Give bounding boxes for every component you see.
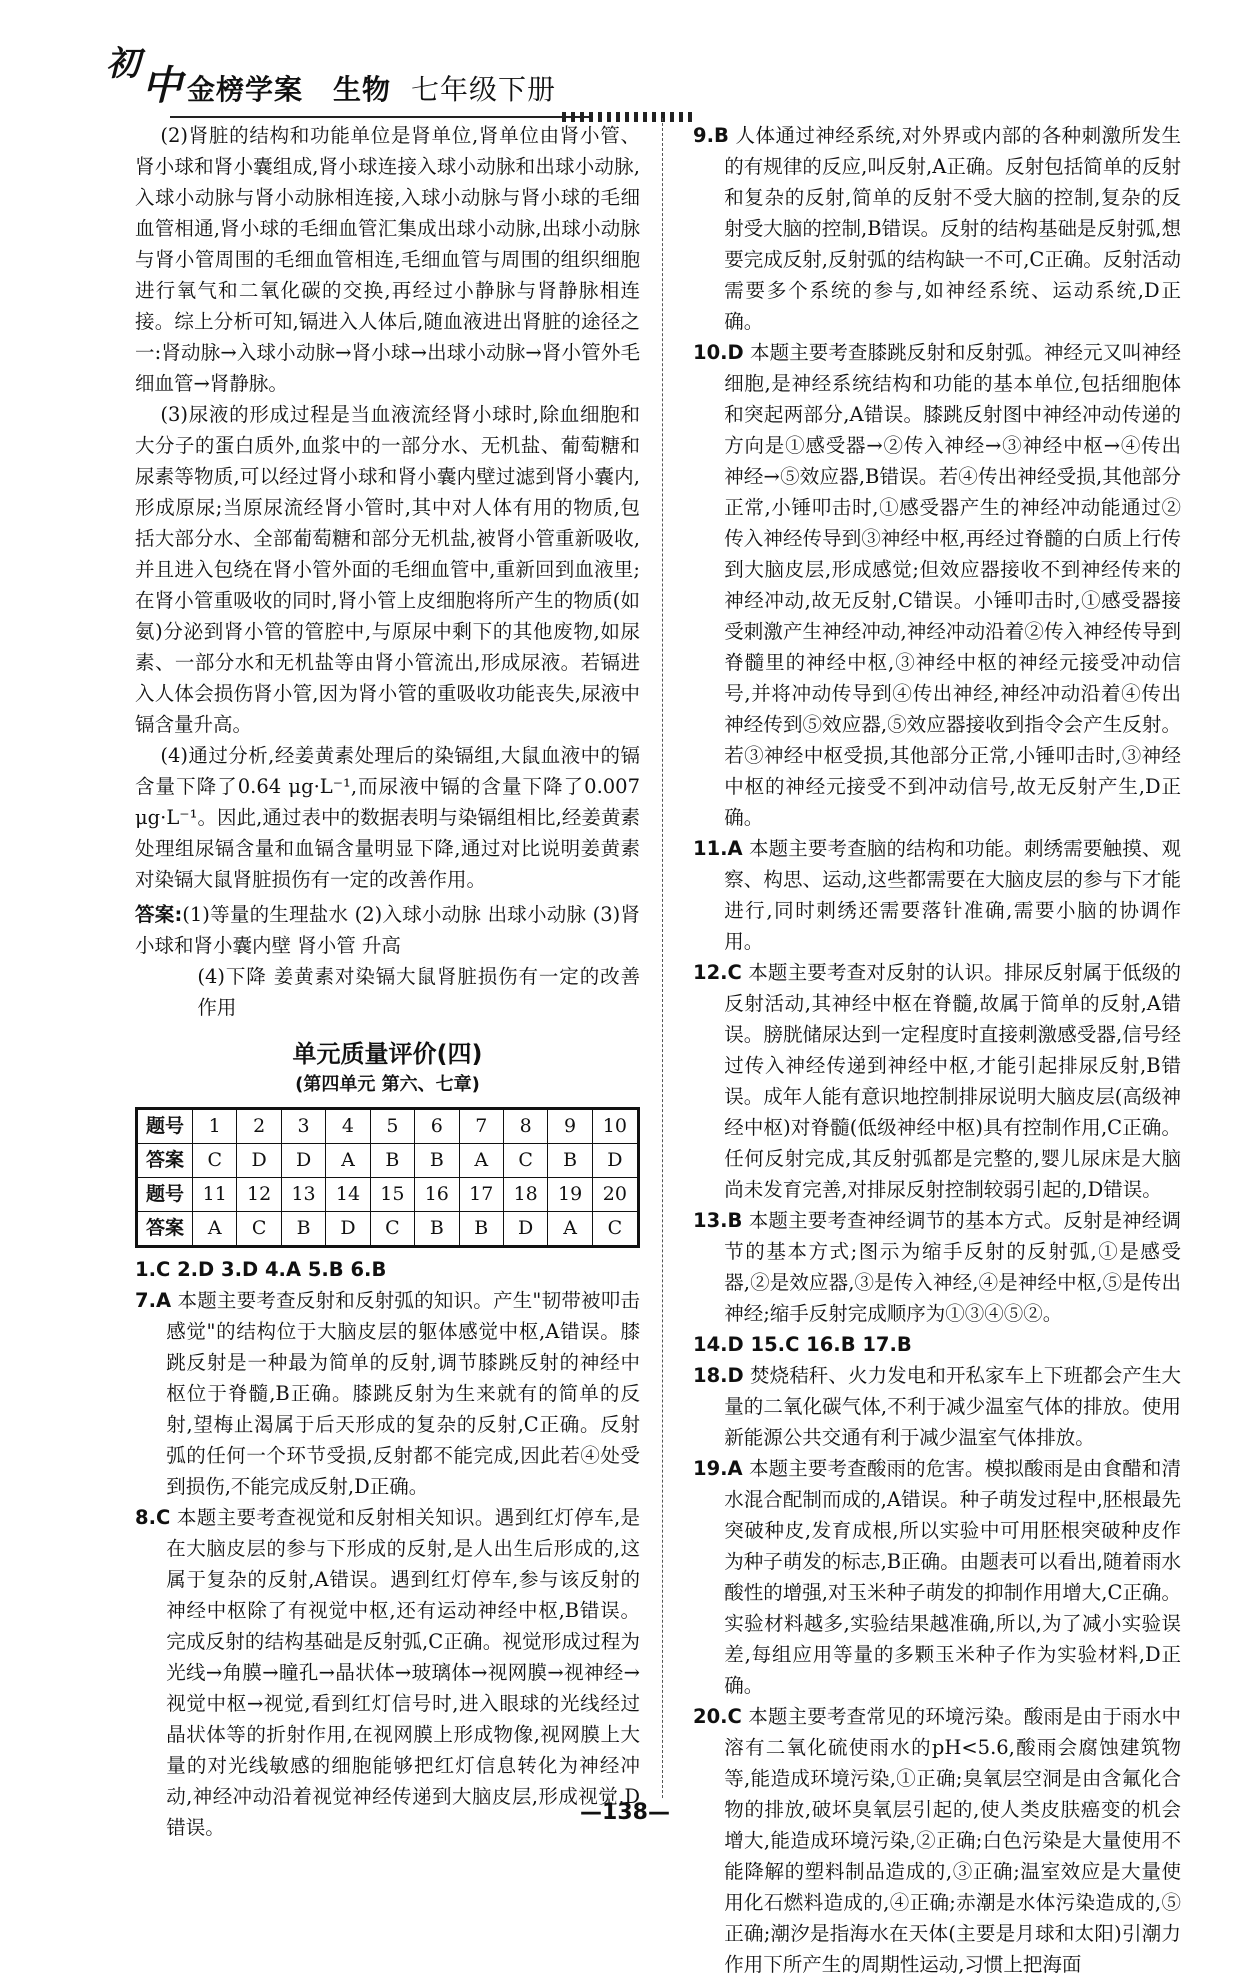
- table-cell: 4: [326, 1109, 370, 1144]
- table-cell: 3: [281, 1109, 325, 1144]
- answer-line-2: (4)下降 姜黄素对染镉大鼠肾脏损伤有一定的改善作用: [197, 965, 640, 1019]
- question-12: [693, 957, 1181, 1205]
- question-text: 本题主要考查视觉和反射相关知识。遇到红灯停车,是在大脑皮层的参与下形成的反射,是人出生后形成的,这属于复杂的反射,A错误。遇到红灯停车,参与该反射的神经中枢除了有视觉中枢,还有运动神经中枢,B错误。完成反射的结构基础是反射弧,C正确。视觉形成过程为光线→角膜→瞳孔→晶状体→玻璃体→视网膜→视神经→视觉中枢→视觉,看到红灯信号时,进入眼球的光线经过晶状体等的折射作用,在视网膜上形成物像,视网膜上大量的对光线敏感的细胞能够把红灯信息转化为神经冲动,神经冲动沿着视觉神经传递到大脑皮层,形成视觉,D错误。: [166, 1506, 641, 1839]
- section-subtitle: (第四单元 第六、七章): [295, 1074, 480, 1095]
- brand-zhong: 中: [142, 62, 182, 109]
- question-13: [693, 1205, 1181, 1329]
- table-cell: 9: [548, 1109, 592, 1144]
- question-text: 本题主要考查膝跳反射和反射弧。神经元又叫神经细胞,是神经系统结构和功能的基本单位,包括细胞体和突起两部分,A错误。膝跳反射图中神经冲动传递的方向是①感受器→②传入神经→③神经中枢→④传出神经→⑤效应器,B错误。若④传出神经受损,其他部分正常,小锤叩击时,①感受器产生的神经冲动能通过②传入神经传导到③神经中枢,再经过脊髓的白质上行传到大脑皮层,形成感觉;但效应器接收不到神经传来的神经冲动,故无反射,C错误。小锤叩击时,①感受器接受刺激产生神经冲动,神经冲动沿着②传入神经传导到脊髓里的神经中枢,③神经中枢的神经元接受冲动信号,并将冲动传导到④传出神经,神经冲动沿着④传出神经传到⑤效应器,⑤效应器接收到指令会产生反射。若③神经中枢受损,其他部分正常,小锤叩击时,③神经中枢的神经元接受不到冲动信号,故无反射产生,D正确。: [724, 341, 1181, 829]
- question-text: 焚烧秸秆、火力发电和开私家车上下班都会产生大量的二氧化碳气体,不利于减少温室气体的排放。使用新能源公共交通有利于减少温室气体排放。: [724, 1364, 1181, 1449]
- table-cell: A: [326, 1144, 370, 1178]
- table-cell: 20: [592, 1178, 638, 1212]
- table-cell: 8: [503, 1109, 547, 1144]
- row-header: 题号: [137, 1109, 193, 1144]
- question-text: 本题主要考查反射和反射弧的知识。产生"韧带被叩击感觉"的结构位于大脑皮层的躯体感觉中枢,A错误。膝跳反射是一种最为简单的反射,调节膝跳反射的神经中枢位于脊髓,B正确。膝跳反射为生来就有的简单的反射,望梅止渴属于后天形成的复杂的反射,C正确。反射弧的任何一个环节受损,反射都不能完成,因此若④处受到损伤,不能完成反射,D正确。: [166, 1289, 640, 1498]
- answer-part-4: (4)通过分析,经姜黄素处理后的染镉组,大鼠血液中的镉含量下降了0.64 μg·L⁻¹,而尿液中镉的含量下降了0.007 μg·L⁻¹。因此,通过表中的数据表明与染镉组相比,经姜黄素处理组尿镉含量和血镉含量明显下降,通过对比说明姜黄素对染镉大鼠肾脏损伤有一定的改善作用。: [135, 744, 640, 891]
- table-row: [137, 1178, 639, 1212]
- table-cell: 13: [281, 1178, 325, 1212]
- table-cell: C: [503, 1144, 547, 1178]
- question-text: 人体通过神经系统,对外界或内部的各种刺激所发生的有规律的反应,叫反射,A正确。反射包括简单的反射和复杂的反射,简单的反射不受大脑的控制,复杂的反射受大脑的控制,B错误。反射的结构基础是反射弧,想要完成反射,反射弧的结构缺一不可,C正确。反射活动需要多个系统的参与,如神经系统、运动系统,D正确。: [724, 124, 1181, 333]
- question-10: [693, 337, 1181, 833]
- right-column: [693, 120, 1181, 1980]
- table-cell: A: [548, 1212, 592, 1247]
- table-cell: B: [415, 1212, 459, 1247]
- table-cell: B: [415, 1144, 459, 1178]
- table-cell: 14: [326, 1178, 370, 1212]
- question-19: [693, 1453, 1181, 1701]
- question-number: 9.B: [693, 124, 729, 147]
- header-rule: [170, 116, 590, 118]
- table-cell: C: [592, 1212, 638, 1247]
- column-divider: [662, 118, 663, 1798]
- section-title: 单元质量评价(四): [292, 1040, 483, 1068]
- table-cell: C: [370, 1212, 414, 1247]
- table-cell: A: [193, 1212, 237, 1247]
- question-9: [693, 120, 1181, 337]
- quick-answers: [135, 1254, 640, 1285]
- quick-answers-2: [693, 1329, 1181, 1360]
- table-cell: B: [281, 1212, 325, 1247]
- table-cell: 15: [370, 1178, 414, 1212]
- table-row: [137, 1144, 639, 1178]
- quick-answers-text: 14.D 15.C 16.B 17.B: [693, 1333, 912, 1356]
- table-cell: 16: [415, 1178, 459, 1212]
- table-cell: D: [237, 1144, 281, 1178]
- question-number: 8.C: [135, 1506, 171, 1529]
- table-cell: 6: [415, 1109, 459, 1144]
- table-row: [137, 1109, 639, 1144]
- table-cell: 10: [592, 1109, 638, 1144]
- brand-name: 金榜学案: [187, 73, 304, 106]
- question-number: 19.A: [693, 1457, 743, 1480]
- question-number: 13.B: [693, 1209, 743, 1232]
- question-text: 本题主要考查神经调节的基本方式。反射是神经调节的基本方式;图示为缩手反射的反射弧,①是感受器,②是效应器,③是传入神经,④是神经中枢,⑤是传出神经;缩手反射完成顺序为①③④⑤②。: [724, 1209, 1181, 1325]
- table-cell: B: [459, 1212, 503, 1247]
- question-number: 18.D: [693, 1364, 744, 1387]
- question-number: 7.A: [135, 1289, 172, 1312]
- table-cell: 5: [370, 1109, 414, 1144]
- page-number: —138—: [580, 1800, 670, 1825]
- question-text: 本题主要考查常见的环境污染。酸雨是由于雨水中溶有二氧化硫使雨水的pH<5.6,酸雨会腐蚀建筑物等,能造成环境污染,①正确;臭氧层空洞是由含氟化合物的排放,破坏臭氧层引起的,使人类皮肤癌变的机会增大,能造成环境污染,②正确;白色污染是大量使用不能降解的塑料制品造成的,③正确;温室效应是大量使用化石燃料造成的,④正确;赤潮是水体污染造成的,⑤正确;潮汐是指海水在天体(主要是月球和太阳)引潮力作用下所产生的周期性运动,习惯上把海面: [724, 1705, 1181, 1976]
- question-20: [693, 1701, 1181, 1980]
- table-cell: D: [281, 1144, 325, 1178]
- table-cell: 18: [503, 1178, 547, 1212]
- brand-chu: 初: [106, 44, 140, 84]
- table-cell: D: [503, 1212, 547, 1247]
- table-cell: 1: [193, 1109, 237, 1144]
- table-cell: B: [370, 1144, 414, 1178]
- question-11: [693, 833, 1181, 957]
- table-cell: B: [548, 1144, 592, 1178]
- row-header: 答案: [137, 1212, 193, 1247]
- table-cell: C: [193, 1144, 237, 1178]
- question-number: 20.C: [693, 1705, 742, 1728]
- quick-answers-text: 1.C 2.D 3.D 4.A 5.B 6.B: [135, 1258, 387, 1281]
- question-number: 11.A: [693, 837, 743, 860]
- table-cell: C: [237, 1212, 281, 1247]
- answer-label: 答案:: [135, 903, 183, 926]
- table-cell: D: [326, 1212, 370, 1247]
- table-cell: 2: [237, 1109, 281, 1144]
- brand-title: [187, 68, 556, 108]
- table-cell: 7: [459, 1109, 503, 1144]
- answer-part-2: (2)肾脏的结构和功能单位是肾单位,肾单位由肾小管、肾小球和肾小囊组成,肾小球连接入球小动脉和出球小动脉,入球小动脉与肾小动脉相连接,入球小动脉与肾小球的毛细血管相通,肾小球的毛细血管汇集成出球小动脉,出球小动脉与肾小管周围的毛细血管相连,毛细血管与周围的组织细胞进行氧气和二氧化碳的交换,再经过小静脉与肾静脉相连接。综上分析可知,镉进入人体后,随血液进出肾脏的途径之一:肾动脉→入球小动脉→肾小球→出球小动脉→肾小管外毛细血管→肾静脉。: [135, 124, 640, 395]
- table-row: [137, 1212, 639, 1247]
- answer-block: [135, 899, 640, 1023]
- question-8: [135, 1502, 640, 1843]
- subject: 生物: [333, 73, 392, 106]
- left-column: [135, 120, 640, 1843]
- table-cell: 17: [459, 1178, 503, 1212]
- question-number: 12.C: [693, 961, 742, 984]
- question-number: 10.D: [693, 341, 744, 364]
- answer-part-3: (3)尿液的形成过程是当血液流经肾小球时,除血细胞和大分子的蛋白质外,血浆中的一部分水、无机盐、葡萄糖和尿素等物质,可以经过肾小球和肾小囊内壁过滤到肾小囊内,形成原尿;当原尿流经肾小管时,其中对人体有用的物质,包括大部分水、全部葡萄糖和部分无机盐,被肾小管重新吸收,并且进入包绕在肾小管外面的毛细血管中,重新回到血液里;在肾小管重吸收的同时,肾小管上皮细胞将所产生的物质(如氨)分泌到肾小管的管腔中,与原尿中剩下的其他废物,如尿素、一部分水和无机盐等由肾小管流出,形成尿液。若镉进入人体会损伤肾小管,因为肾小管的重吸收功能丧失,尿液中镉含量升高。: [135, 403, 640, 736]
- question-text: 本题主要考查酸雨的危害。模拟酸雨是由食醋和清水混合配制而成的,A错误。种子萌发过程中,胚根最先突破种皮,发育成根,所以实验中可用胚根突破种皮作为种子萌发的标志,B正确。由题表可以看出,随着雨水酸性的增强,对玉米种子萌发的抑制作用增大,C正确。实验材料越多,实验结果越准确,所以,为了减小实验误差,每组应用等量的多颗玉米种子作为实验材料,D正确。: [724, 1457, 1181, 1697]
- page-header: [92, 28, 612, 109]
- row-header: 题号: [137, 1178, 193, 1212]
- question-7: [135, 1285, 640, 1502]
- answer-table: [135, 1107, 640, 1248]
- answer-line-1: (1)等量的生理盐水 (2)入球小动脉 出球小动脉 (3)肾小球和肾小囊内壁 肾小管 升高: [135, 903, 640, 957]
- table-cell: 12: [237, 1178, 281, 1212]
- row-header: 答案: [137, 1144, 193, 1178]
- table-cell: 19: [548, 1178, 592, 1212]
- table-cell: A: [459, 1144, 503, 1178]
- question-text: 本题主要考查对反射的认识。排尿反射属于低级的反射活动,其神经中枢在脊髓,故属于简单的反射,A错误。膀胱储尿达到一定程度时直接刺激感受器,信号经过传入神经传递到神经中枢,才能引起排尿反射,B错误。成年人能有意识地控制排尿说明大脑皮层(高级神经中枢)对脊髓(低级神经中枢)具有控制作用,C正确。任何反射完成,其反射弧都是完整的,婴儿尿床是大脑尚未发育完善,对排尿反射控制较弱引起的,D错误。: [724, 961, 1181, 1201]
- grade: 七年级下册: [411, 73, 557, 106]
- table-cell: 11: [193, 1178, 237, 1212]
- question-text: 本题主要考查脑的结构和功能。刺绣需要触摸、观察、构思、运动,这些都需要在大脑皮层的参与下才能进行,同时刺绣还需要落针准确,需要小脑的协调作用。: [724, 837, 1181, 953]
- question-18: [693, 1360, 1181, 1453]
- table-cell: D: [592, 1144, 638, 1178]
